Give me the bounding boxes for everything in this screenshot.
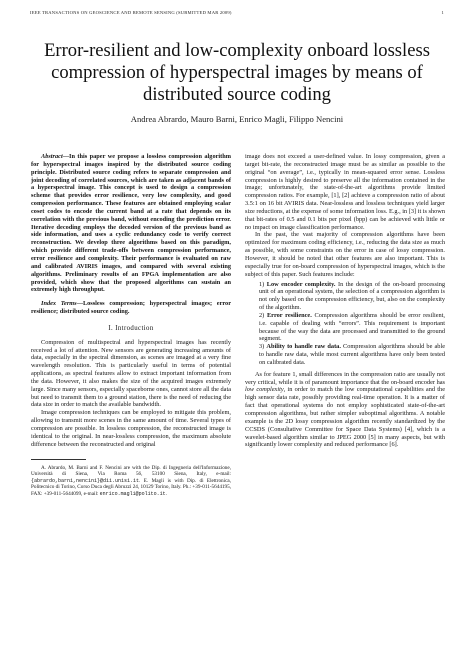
right-column [245,153,445,449]
author-list: Andrea Abrardo, Mauro Barni, Enrico Magli, Filippo Nencini [130,114,344,124]
index-terms [31,300,231,316]
feature-title: Low encoder complexity. [266,280,336,288]
right-paragraph-3: As for feature 1, small differences in the compression ratio are usually not very critical, while it is of paramount importance that the on-board encoder has low complexity, in order to match the low computational capabilities and the high sensor data rate, possibly providing real-time operation. It is a matter of fact that operational systems do not employ sophisticated state-of-the-art compression algorithms, but rather simpler suboptimal algorithms. A notable example is the 2D lossy compression algorithm recently standardized by the CCSDS (Consultative Committee for Space Data Systems) [4], which is a wavelet-based algorithm similar to JPEG 2000 [5] in many aspects, but with significantly lower complexity and reduced performance [6]. [245,370,445,449]
abstract-label: Abstract [41,153,63,160]
feature-item: 3) Ability to handle raw data. Compression algorithms should be able to handle raw data, while most current algorithms have only been tested on calibrated data. [259,343,445,366]
feature-list [245,281,445,367]
journal-header: IEEE TRANSACTIONS ON GEOSCIENCE AND REMOTE SENSING (SUBMITTED MAR 2009) [30,10,232,15]
section-heading-introduction: I. Introduction [108,324,154,332]
running-header [30,10,444,15]
intro-paragraph-1: Compression of multispectral and hyperspectral images has recently received a lot of attention. New sensors are generating increasing amounts of data, especially in the spectral dimension, as scenes are imaged at a very fine wavelength resolution. This is particularly useful in terms of potential applications, as spectral features allow to extract important information from the data. However, it also makes the size of the acquired images extremely large. Since many sensors, especially spaceborne ones, cannot store all the data but need to transmit them to a ground station, there is the need of reducing the data size in order to match the available bandwidth. [31,338,231,409]
intro-paragraph-2: Image compression techniques can be employed to mitigate this problem, allowing to transmit more scenes in the same amount of time. Several types of compression are possible. In lossless compression, the reconstructed image is identical to the original. In near-lossless compression, the maximum absolute difference between the reconstructed and original [31,409,231,448]
paper-title: Error-resilient and low-complexity onboard lossless compression of hyperspectral images by means of distributed source coding [44,40,430,105]
feature-title: Error resilience. [266,311,312,319]
feature-title: Ability to handle raw data. [266,343,341,351]
email-siena[interactable]: {abrardo,barni,nencini}@dii.unisi.it [31,477,140,484]
index-terms-label: Index Terms [41,300,77,308]
footnote-rule [31,459,86,460]
right-paragraph-1: image does not exceed a user-defined value. In lossy compression, given a target bit-rate, the reconstructed image must be as similar as possible to the original “on average”, i.e., typically in mean-squared error sense. Lossless compression is highly desired to preserve all the information contained in the image; unfortunately, the state-of-the-art algorithms provide limited compression ratios. For example, [1], [2] achieve a compression ratio of about 3.5:1 on 16 bit AVIRIS data. Near-lossless and lossless techniques yield larger size reductions, at the expense of some information loss. E.g., in [3] it is shown that bit-rates of 0.5 and 0.1 bits per pixel (bpp) can be achieved with little or no impact on image classification performance. [245,153,445,231]
index-terms-text: —Lossless compression; hyperspectral images; error resilience; distributed source coding. [31,300,232,316]
right-paragraph-2: In the past, the vast majority of compression algorithms have been optimized for maximum coding efficiency, i.e., reducing the data size as much as possible, with some constraints on the error in case of lossy compression. However, it should be noted that other features are also important. This is especially true for on-board compression of hyperspectral images, which is the subject of this paper. Such features include: [245,231,445,278]
left-column [31,153,231,498]
feature-item: 2) Error resilience. Compression algorithms should be error resilient, i.e. capable of dealing with “errors”. This requirement is important because of the way the data are processed and transmitted to the ground segment. [259,311,445,343]
abstract [31,153,231,294]
author-affiliation-footnote: A. Abrardo, M. Barni and F. Nencini are with the Dip. di Ingegneria dell'Informazione, Università di Siena, Via Roma 56, 53100 Siena, Italy, e-mail: {abrardo,barni,nencini}@dii.unisi.it. E. Magli is with Dip. di Elettronica, Politecnico di Torino, Corso Duca degli Abruzzi 24, 10129 Torino, Italy. Ph.: +39-011-5644195, FAX: +39-011-5644099, e-mail: enrico.magli@polito.it. [31,464,231,497]
page-number: 1 [441,10,444,15]
abstract-text: —In this paper we propose a lossless compression algorithm for hyperspectral images inspired by the distributed source coding principle. Distributed source coding refers to separate compression and joint decoding of correlated sources, which are taken as adjacent bands of a hyperspectral image. This concept is used to design a compression scheme that provides error resilience, very low complexity, and good compression performance. These features are obtained employing scalar coset codes to encode the current band at a rate that depends on its correlation with the previous band, without encoding the prediction error. Iterative decoding employs the decoded version of the previous band as side information, and uses a cyclic redundancy code to verify correct reconstruction. We develop three algorithms based on this paradigm, which provide different trade-offs between compression performance, error resilience and complexity. Their performance is evaluated on raw and calibrated AVIRIS images, and compared with several existing algorithms. Preliminary results of an FPGA implementation are also provided, which show that the proposed algorithms can sustain an extremely high throughput. [31,153,231,294]
feature-item: 1) Low encoder complexity. In the design of the on-board processing unit of an operational system, the selection of a compression algorithm is not only based on the compression efficiency, but, also on the complexity of the algorithm. [259,280,446,312]
email-torino[interactable]: enrico.magli@polito.it [99,490,166,497]
